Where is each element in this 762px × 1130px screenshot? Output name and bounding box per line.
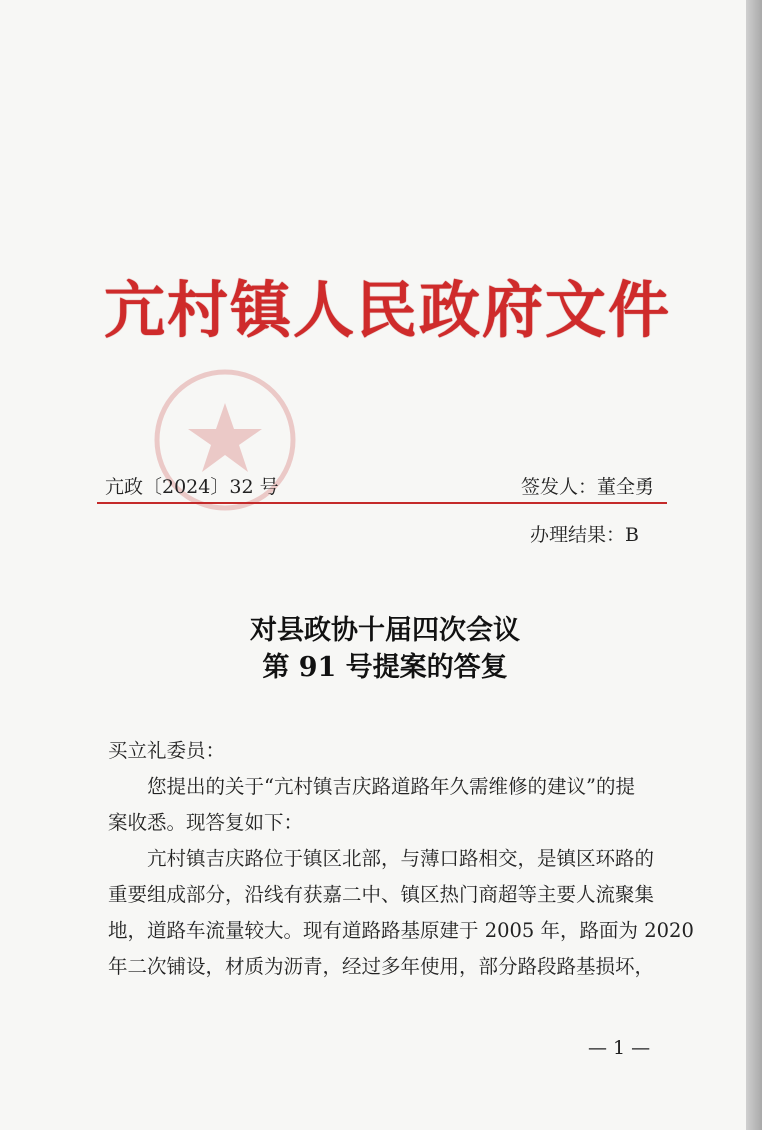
body-line: 您提出的关于“亢村镇吉庆路道路年久需维修的建议”的提 <box>147 775 635 798</box>
body-line: 地，道路车流量较大。现有道路路基原建于 2005 年，路面为 2020 <box>108 919 694 942</box>
document-number: 亢政〔2024〕32 号 <box>105 476 279 498</box>
salutation: 买立礼委员： <box>108 739 226 762</box>
page-edge-shadow <box>746 0 762 1130</box>
page-number: — 1 — <box>588 1037 651 1059</box>
header-divider <box>97 502 667 504</box>
signer: 签发人：董全勇 <box>521 476 655 498</box>
body-line: 重要组成部分，沿线有获嘉二中、镇区热门商超等主要人流聚集 <box>108 883 655 906</box>
document-title-line-1: 对县政协十届四次会议 <box>250 615 520 646</box>
body-line: 年二次铺设，材质为沥青，经过多年使用，部分路段路基损坏， <box>108 955 655 978</box>
body-line: 亢村镇吉庆路位于镇区北部，与薄口路相交，是镇区环路的 <box>147 847 655 870</box>
body-line: 案收悉。现答复如下： <box>108 811 304 834</box>
header-title: 亢村镇人民政府文件 <box>104 275 672 346</box>
handling-result: 办理结果：B <box>530 524 639 546</box>
document-title-line-2: 第 91 号提案的答复 <box>262 652 508 683</box>
